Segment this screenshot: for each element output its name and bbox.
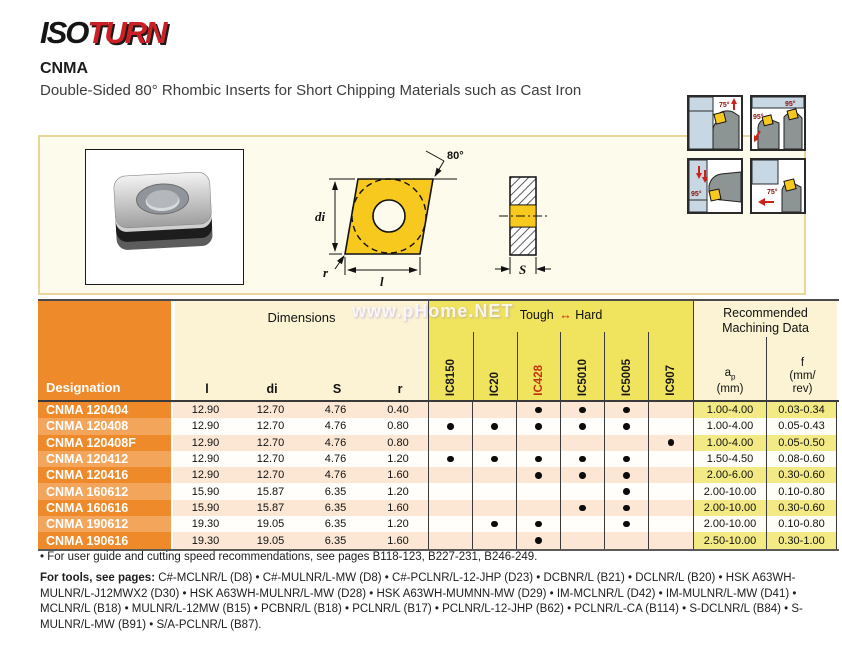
drawing-angle-label: 80° bbox=[447, 150, 464, 162]
grade-cell-ic20 bbox=[472, 500, 516, 516]
r-value-cell: 0.80 bbox=[368, 435, 428, 451]
angle-label: 75° bbox=[767, 189, 778, 196]
grade-cell-ic20 bbox=[472, 418, 516, 434]
ap-value-cell: 2.50-10.00 bbox=[693, 532, 766, 548]
f-value-cell: 0.30-1.00 bbox=[766, 532, 837, 548]
grade-cell-ic5005 bbox=[604, 435, 648, 451]
ap-value-cell: 2.00-10.00 bbox=[693, 500, 766, 516]
grade-cell-ic20 bbox=[472, 483, 516, 499]
s-value-cell: 6.35 bbox=[303, 483, 368, 499]
di-value-cell: 12.70 bbox=[238, 467, 303, 483]
l-value-cell: 12.90 bbox=[173, 402, 238, 418]
r-value-cell: 1.20 bbox=[368, 483, 428, 499]
page-subtitle: Double-Sided 80° Rhombic Inserts for Short Chipping Materials such as Cast Iron bbox=[40, 82, 582, 99]
application-diagram-2 bbox=[750, 95, 806, 151]
grade-dot bbox=[535, 537, 542, 544]
grade-cell-ic907 bbox=[648, 451, 693, 467]
f-value-cell: 0.08-0.60 bbox=[766, 451, 837, 467]
s-value-cell: 6.35 bbox=[303, 532, 368, 548]
machining-header-label: Recommended Machining Data bbox=[722, 306, 809, 335]
grade-cell-ic8150 bbox=[428, 435, 472, 451]
grade-dot bbox=[623, 407, 630, 414]
grade-cell-ic20 bbox=[472, 435, 516, 451]
grade-header-ic907: IC907 bbox=[648, 332, 693, 400]
ap-value-cell: 1.50-4.50 bbox=[693, 451, 766, 467]
col-header-di: di bbox=[266, 382, 278, 396]
di-value-cell: 12.70 bbox=[238, 451, 303, 467]
grade-columns bbox=[429, 332, 693, 400]
angle-label: 95° bbox=[785, 101, 796, 108]
grade-cell-ic20 bbox=[472, 467, 516, 483]
grade-cell-ic8150 bbox=[428, 451, 472, 467]
table-row bbox=[38, 402, 839, 418]
grade-cell-ic5005 bbox=[604, 402, 648, 418]
di-value-cell: 12.70 bbox=[238, 418, 303, 434]
tools-note-text: C#-MCLNR/L (D8) • C#-MULNR/L-MW (D8) • C#-PCLNR/L-12-JHP (D23) • DCBNR/L (B21) • DCLNR/L (B20) • HSK A63WH-MULNR/L-J12MWX2 (D30) • HSK A63WH-MULNR/L-MW (D28) • HSK A63WH-MUMNN-MW (D29) • IM-MCLNR/L (D42) • IM-MULNR/L-MW (D41) • MCLNR/L (B18) • MULNR/L-12MW (B15) • PCBNR/L (B18) • PCLNR/L (B17) • PCLNR/L-12-JHP (B62) • PCLNR/L-CA (B114) • S-DCLNR/L (B84) • S-MULNR/L-MW (B91) • S/A-PCLNR/L (B87). bbox=[40, 572, 803, 631]
hard-label: Hard bbox=[575, 308, 603, 322]
l-value-cell: 19.30 bbox=[173, 516, 238, 532]
dimensions-header-cell bbox=[175, 301, 428, 400]
ap-value-cell: 1.00-4.00 bbox=[693, 418, 766, 434]
angle-label: 95° bbox=[691, 191, 702, 198]
tools-note-label: For tools, see pages: bbox=[40, 572, 156, 584]
grade-dot bbox=[579, 505, 586, 512]
col-header-ap: $a_p$ (mm) bbox=[716, 366, 744, 395]
designation-cell: CNMA 190612 bbox=[38, 516, 173, 532]
grade-cell-ic5010 bbox=[560, 516, 604, 532]
grade-dot bbox=[623, 456, 630, 463]
designation-cell: CNMA 120408 bbox=[38, 418, 173, 434]
user-guide-note: • For user guide and cutting speed recommendations, see pages B118-123, B227-231, B246-249. bbox=[40, 551, 538, 563]
ap-value-cell: 2.00-10.00 bbox=[693, 516, 766, 532]
f-value-cell: 0.03-0.34 bbox=[766, 402, 837, 418]
toolholder-95-icon bbox=[752, 97, 804, 149]
grade-dot bbox=[579, 456, 586, 463]
grade-cell-ic20 bbox=[472, 516, 516, 532]
di-value-cell: 15.87 bbox=[238, 500, 303, 516]
isoturn-logo bbox=[40, 16, 166, 50]
designation-cell: CNMA 190616 bbox=[38, 532, 173, 548]
grade-cell-ic907 bbox=[648, 516, 693, 532]
table-row bbox=[38, 516, 839, 532]
l-value-cell: 12.90 bbox=[173, 451, 238, 467]
toolholder-75-icon bbox=[752, 160, 804, 212]
f-value-cell: 0.30-0.60 bbox=[766, 467, 837, 483]
table-row bbox=[38, 467, 839, 483]
grade-dot bbox=[535, 423, 542, 430]
di-value-cell: 12.70 bbox=[238, 435, 303, 451]
grade-cell-ic20 bbox=[472, 532, 516, 548]
grade-cell-ic428 bbox=[516, 435, 560, 451]
di-value-cell: 19.05 bbox=[238, 532, 303, 548]
grade-dot bbox=[579, 423, 586, 430]
grade-cell-ic8150 bbox=[428, 500, 472, 516]
s-value-cell: 4.76 bbox=[303, 451, 368, 467]
table-row bbox=[38, 483, 839, 499]
tough-hard-arrow-icon: ↔ bbox=[559, 308, 570, 322]
tools-note bbox=[40, 571, 828, 633]
table-row bbox=[38, 451, 839, 467]
grade-cell-ic8150 bbox=[428, 532, 472, 548]
r-value-cell: 1.60 bbox=[368, 467, 428, 483]
ap-value-cell: 1.00-4.00 bbox=[693, 402, 766, 418]
table-row bbox=[38, 418, 839, 434]
l-value-cell: 19.30 bbox=[173, 532, 238, 548]
insert-photo-image bbox=[86, 150, 241, 282]
grade-cell-ic428 bbox=[516, 451, 560, 467]
grade-dot bbox=[623, 423, 630, 430]
r-value-cell: 1.20 bbox=[368, 516, 428, 532]
grade-cell-ic5010 bbox=[560, 435, 604, 451]
grade-cell-ic428 bbox=[516, 483, 560, 499]
designation-cell: CNMA 120404 bbox=[38, 402, 173, 418]
l-value-cell: 15.90 bbox=[173, 483, 238, 499]
grade-cell-ic5005 bbox=[604, 418, 648, 434]
grade-cell-ic5005 bbox=[604, 483, 648, 499]
f-value-cell: 0.05-0.50 bbox=[766, 435, 837, 451]
r-value-cell: 1.20 bbox=[368, 451, 428, 467]
logo-iso-text: ISO bbox=[40, 15, 88, 50]
grade-cell-ic5010 bbox=[560, 451, 604, 467]
grade-dot bbox=[623, 472, 630, 479]
angle-label: 75° bbox=[719, 102, 730, 109]
grade-cell-ic907 bbox=[648, 532, 693, 548]
l-value-cell: 12.90 bbox=[173, 435, 238, 451]
designation-cell: CNMA 120412 bbox=[38, 451, 173, 467]
f-value-cell: 0.05-0.43 bbox=[766, 418, 837, 434]
grade-cell-ic5010 bbox=[560, 483, 604, 499]
col-header-f: f (mm/ rev) bbox=[789, 357, 816, 395]
r-value-cell: 0.80 bbox=[368, 418, 428, 434]
grade-header-ic5005: IC5005 bbox=[604, 332, 648, 400]
r-value-cell: 0.40 bbox=[368, 402, 428, 418]
watermark: www.pHome.NET bbox=[352, 301, 514, 321]
designation-cell: CNMA 120416 bbox=[38, 467, 173, 483]
l-value-cell: 15.90 bbox=[173, 500, 238, 516]
grade-cell-ic907 bbox=[648, 418, 693, 434]
col-header-s: S bbox=[332, 382, 342, 396]
s-value-cell: 4.76 bbox=[303, 418, 368, 434]
s-value-cell: 6.35 bbox=[303, 516, 368, 532]
grade-cell-ic5005 bbox=[604, 451, 648, 467]
col-header-r: r bbox=[397, 382, 403, 396]
s-value-cell: 4.76 bbox=[303, 402, 368, 418]
grade-dot bbox=[491, 456, 498, 463]
table-row bbox=[38, 435, 839, 451]
grade-cell-ic20 bbox=[472, 402, 516, 418]
grade-dot bbox=[535, 407, 542, 414]
grade-cell-ic907 bbox=[648, 483, 693, 499]
grade-cell-ic5010 bbox=[560, 532, 604, 548]
logo-turn-text: TURN bbox=[87, 15, 166, 50]
designation-header-cell bbox=[38, 301, 173, 400]
grade-cell-ic5010 bbox=[560, 467, 604, 483]
grade-cell-ic428 bbox=[516, 500, 560, 516]
grade-cell-ic8150 bbox=[428, 483, 472, 499]
grade-dot bbox=[447, 456, 454, 463]
grade-dot bbox=[668, 439, 675, 446]
table-body bbox=[38, 402, 839, 549]
tough-label: Tough bbox=[519, 308, 554, 322]
grade-header-ic5010: IC5010 bbox=[560, 332, 604, 400]
l-value-cell: 12.90 bbox=[173, 467, 238, 483]
grades-header-cell bbox=[428, 301, 693, 400]
grade-dot bbox=[535, 521, 542, 528]
application-diagram-4 bbox=[750, 158, 806, 214]
grade-header-ic428: IC428 bbox=[517, 332, 561, 400]
ap-value-cell: 1.00-4.00 bbox=[693, 435, 766, 451]
s-value-cell: 4.76 bbox=[303, 467, 368, 483]
application-diagram-1 bbox=[687, 95, 743, 151]
grade-cell-ic5010 bbox=[560, 500, 604, 516]
drawing-di-label: di bbox=[315, 209, 326, 224]
grade-cell-ic428 bbox=[516, 532, 560, 548]
grade-cell-ic5010 bbox=[560, 402, 604, 418]
grade-dot bbox=[579, 407, 586, 414]
dimensions-header-label: Dimensions bbox=[267, 310, 336, 325]
application-diagram-3 bbox=[687, 158, 743, 214]
grade-dot bbox=[491, 521, 498, 528]
grade-cell-ic8150 bbox=[428, 516, 472, 532]
grade-cell-ic428 bbox=[516, 516, 560, 532]
designation-cell: CNMA 160616 bbox=[38, 500, 173, 516]
s-value-cell: 6.35 bbox=[303, 500, 368, 516]
drawing-r-label: r bbox=[323, 265, 329, 280]
grade-cell-ic428 bbox=[516, 418, 560, 434]
grade-dot bbox=[535, 456, 542, 463]
toolholder-75-icon bbox=[689, 97, 741, 149]
s-value-cell: 4.76 bbox=[303, 435, 368, 451]
col-header-l: l bbox=[205, 382, 209, 396]
drawing-s-label: S bbox=[519, 262, 527, 277]
grade-dot bbox=[623, 488, 630, 495]
grade-cell-ic428 bbox=[516, 402, 560, 418]
ap-value-cell: 2.00-10.00 bbox=[693, 483, 766, 499]
toolholder-95-icon bbox=[689, 160, 741, 212]
grade-dot bbox=[623, 521, 630, 528]
page-title: CNMA bbox=[40, 60, 88, 77]
application-diagrams bbox=[687, 95, 806, 214]
grade-dot bbox=[447, 423, 454, 430]
grade-cell-ic907 bbox=[648, 402, 693, 418]
grade-cell-ic5005 bbox=[604, 500, 648, 516]
grade-dot bbox=[491, 423, 498, 430]
grade-cell-ic5005 bbox=[604, 532, 648, 548]
grade-cell-ic907 bbox=[648, 435, 693, 451]
drawing-l-label: l bbox=[380, 274, 384, 289]
machining-header-cell bbox=[693, 301, 837, 400]
ap-value-cell: 2.00-6.00 bbox=[693, 467, 766, 483]
di-value-cell: 12.70 bbox=[238, 402, 303, 418]
grade-cell-ic5005 bbox=[604, 467, 648, 483]
designation-cell: CNMA 160612 bbox=[38, 483, 173, 499]
grade-cell-ic5005 bbox=[604, 516, 648, 532]
grade-cell-ic428 bbox=[516, 467, 560, 483]
table-header bbox=[38, 301, 839, 402]
l-value-cell: 12.90 bbox=[173, 418, 238, 434]
grade-cell-ic8150 bbox=[428, 418, 472, 434]
di-value-cell: 15.87 bbox=[238, 483, 303, 499]
grade-dot bbox=[623, 505, 630, 512]
r-value-cell: 1.60 bbox=[368, 500, 428, 516]
f-value-cell: 0.10-0.80 bbox=[766, 516, 837, 532]
grade-cell-ic907 bbox=[648, 500, 693, 516]
f-value-cell: 0.10-0.80 bbox=[766, 483, 837, 499]
tough-hard-label bbox=[429, 308, 693, 322]
grade-cell-ic5010 bbox=[560, 418, 604, 434]
grade-cell-ic907 bbox=[648, 467, 693, 483]
table-row bbox=[38, 500, 839, 516]
insert-data-table bbox=[38, 299, 839, 551]
table-row bbox=[38, 532, 839, 548]
f-value-cell: 0.30-0.60 bbox=[766, 500, 837, 516]
di-value-cell: 19.05 bbox=[238, 516, 303, 532]
grade-header-ic20: IC20 bbox=[473, 332, 517, 400]
designation-header-label: Designation bbox=[46, 380, 121, 395]
grade-dot bbox=[579, 472, 586, 479]
designation-cell: CNMA 120408F bbox=[38, 435, 173, 451]
r-value-cell: 1.60 bbox=[368, 532, 428, 548]
insert-dimension-drawing bbox=[295, 139, 605, 291]
grade-header-ic8150: IC8150 bbox=[444, 358, 457, 396]
angle-label: 95° bbox=[753, 114, 764, 121]
grade-dot bbox=[535, 472, 542, 479]
grade-cell-ic8150 bbox=[428, 467, 472, 483]
grade-cell-ic8150 bbox=[428, 402, 472, 418]
insert-photo bbox=[85, 149, 244, 285]
grade-cell-ic20 bbox=[472, 451, 516, 467]
